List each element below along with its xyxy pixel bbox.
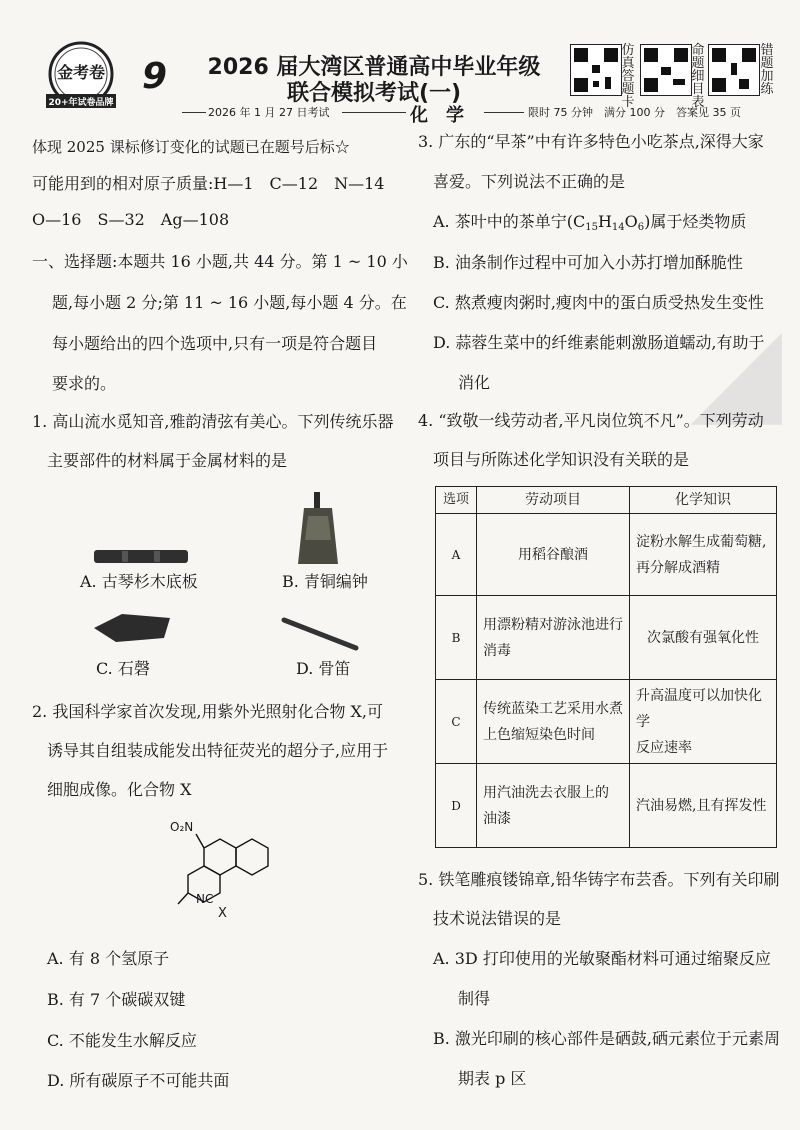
cyano-group-label: NC — [196, 892, 214, 906]
qr-code-spec-table[interactable] — [640, 44, 692, 96]
q5-stem-line1: 5. 铁笔雕痕镂锦章,铅华铸字布芸香。下列有关印刷 — [418, 870, 780, 889]
table-header-row — [436, 487, 777, 514]
intro-note: 体现 2025 课标修订变化的试题已在题号后标☆ — [32, 138, 350, 156]
header-rule-right — [484, 112, 524, 113]
q5-option-a-line2: 制得 — [458, 989, 491, 1008]
exam-title-line2: 联合模拟考试(一) — [286, 81, 462, 106]
labor-text: 传统蓝染工艺采用水煮 — [483, 700, 623, 717]
exam-date: 2026 年 1 月 27 日考试 — [208, 106, 330, 119]
labor-text: 用稻谷酿酒 — [518, 546, 588, 563]
q2-stem-line1: 2. 我国科学家首次发现,用紫外光照射化合物 X,可 — [32, 702, 384, 721]
q5-option-a-line1: A. 3D 打印使用的光敏聚酯材料可通过缩聚反应 — [433, 949, 771, 968]
section-heading-line4: 要求的。 — [52, 374, 117, 393]
brand-logo-text: 金考卷 — [56, 63, 105, 82]
q4-table — [435, 486, 777, 848]
qr-code-answer-sheet[interactable] — [570, 44, 622, 96]
q5-stem-line2: 技术说法错误的是 — [433, 909, 562, 928]
paper-number: 9 — [142, 56, 168, 97]
chem-text: 升高温度可以加快化学 — [636, 687, 762, 730]
q1-stem-line2: 主要部件的材料属于金属材料的是 — [47, 451, 288, 470]
q2-stem-line3: 细胞成像。化合物 X — [47, 780, 192, 799]
q1-option-d: D. 骨笛 — [296, 659, 351, 678]
section-heading-line2: 题,每小题 2 分;第 11 ~ 16 小题,每小题 4 分。在 — [52, 293, 407, 312]
labor-text: 消毒 — [483, 642, 511, 659]
q3-sub-c: 15 — [585, 222, 598, 233]
chem-text: 次氯酸有强氧化性 — [647, 629, 759, 646]
q5-option-b-line1: B. 激光印刷的核心部件是硒鼓,硒元素位于元素周 — [433, 1029, 781, 1048]
table-cell-chem — [630, 764, 777, 848]
q2-option-c: C. 不能发生水解反应 — [47, 1031, 197, 1050]
table-cell-option: B — [436, 596, 477, 680]
q3-element-o: O — [624, 212, 638, 231]
q3-option-d-line2: 消化 — [458, 373, 491, 392]
exam-info: 限时 75 分钟 满分 100 分 答案见 35 页 — [528, 106, 741, 119]
table-cell-labor — [477, 764, 630, 848]
section-heading-line3: 每小题给出的四个选项中,只有一项是符合题目 — [52, 334, 378, 353]
qr-label-practice: 错题加练 — [760, 43, 774, 97]
labor-text: 用漂粉精对游泳池进行 — [483, 616, 623, 633]
table-row — [436, 596, 777, 680]
q3-option-c: C. 熬煮瘦肉粥时,瘦肉中的蛋白质受热发生变性 — [433, 293, 764, 312]
compound-x-label: X — [218, 906, 227, 921]
table-row — [436, 764, 777, 848]
q5-option-b-line2: 期表 p 区 — [458, 1069, 527, 1088]
labor-text: 上色缩短染色时间 — [483, 726, 595, 743]
watermark-decoration: ◢ — [690, 300, 783, 439]
q2-option-d: D. 所有碳原子不可能共面 — [47, 1071, 230, 1090]
q3-option-a — [433, 212, 746, 238]
bronze-bell-image — [294, 492, 342, 572]
qr-code-practice[interactable] — [708, 44, 760, 96]
qr-label-spec-table: 命题细目表 — [691, 43, 705, 110]
q4-stem-line1: 4. “致敬一线劳动者,平凡岗位筑不凡”。下列劳动 — [418, 411, 764, 430]
q4-stem-line2: 项目与所陈述化学知识没有关联的是 — [433, 450, 690, 469]
q3-sub-o: 6 — [637, 222, 645, 233]
stone-chime-image — [92, 610, 172, 650]
table-cell-chem — [630, 596, 777, 680]
q3-sub-h: 14 — [611, 222, 625, 233]
atomic-mass-line1: 可能用到的相对原子质量:H—1 C—12 N—14 — [32, 174, 385, 193]
table-header-chem: 化学知识 — [630, 487, 777, 514]
table-header-option: 选项 — [436, 487, 477, 514]
q1-option-c: C. 石磬 — [96, 659, 150, 678]
atomic-mass-line2: O—16 S—32 Ag—108 — [32, 210, 230, 229]
q3-stem-line2: 喜爱。下列说法不正确的是 — [433, 172, 626, 191]
labor-text: 油漆 — [483, 810, 511, 827]
brand-logo — [40, 40, 122, 116]
table-row — [436, 680, 777, 764]
q3-element-h: H — [597, 212, 612, 231]
guqin-board-image — [92, 546, 192, 572]
table-header-labor: 劳动项目 — [477, 487, 630, 514]
table-cell-labor — [477, 514, 630, 596]
chem-text: 汽油易燃,且有挥发性 — [636, 797, 767, 814]
table-row — [436, 514, 777, 596]
q3-stem-line1: 3. 广东的“早茶”中有许多特色小吃茶点,深得大家 — [418, 132, 764, 151]
section-heading-line1: 一、选择题:本题共 16 小题,共 44 分。第 1 ~ 10 小 — [32, 252, 408, 271]
chem-text: 再分解成酒精 — [636, 559, 720, 576]
qr-label-answer-sheet: 仿真答题卡 — [621, 43, 635, 110]
nitro-group-label: O₂N — [170, 820, 194, 834]
q3-option-d-line1: D. 蒜蓉生菜中的纤维素能刺激肠道蠕动,有助于 — [433, 333, 765, 352]
table-cell-labor — [477, 596, 630, 680]
q1-option-b: B. 青铜编钟 — [282, 572, 368, 591]
table-cell-option: D — [436, 764, 477, 848]
table-cell-option: A — [436, 514, 477, 596]
q2-option-b: B. 有 7 个碳碳双键 — [47, 990, 186, 1009]
q3-option-a-suffix: )属于烃类物质 — [644, 212, 747, 231]
chem-text: 淀粉水解生成葡萄糖, — [636, 533, 767, 550]
q3-option-a-prefix: A. 茶叶中的茶单宁(C — [433, 212, 586, 231]
header-rule-mid — [342, 112, 406, 113]
compound-x-structure — [160, 812, 280, 922]
exam-title-line1: 2026 届大湾区普通高中毕业年级 — [207, 55, 541, 80]
q2-option-a: A. 有 8 个氢原子 — [47, 949, 170, 968]
table-cell-labor — [477, 680, 630, 764]
q1-stem-line1: 1. 高山流水觅知音,雅韵清弦有美心。下列传统乐器 — [32, 412, 394, 431]
brand-logo-banner: 20+年试卷品牌 — [48, 98, 114, 108]
q3-option-b: B. 油条制作过程中可加入小苏打增加酥脆性 — [433, 253, 743, 272]
bone-flute-image — [280, 614, 360, 658]
labor-text: 用汽油洗去衣服上的 — [483, 784, 609, 801]
header-rule-left — [182, 112, 206, 113]
q2-stem-line2: 诱导其自组装成能发出特征荧光的超分子,应用于 — [47, 741, 389, 760]
subject-title: 化 学 — [410, 105, 464, 126]
table-cell-chem — [630, 680, 777, 764]
chem-text: 反应速率 — [636, 739, 692, 756]
table-cell-chem — [630, 514, 777, 596]
q1-option-a: A. 古琴杉木底板 — [80, 572, 198, 591]
table-cell-option: C — [436, 680, 477, 764]
